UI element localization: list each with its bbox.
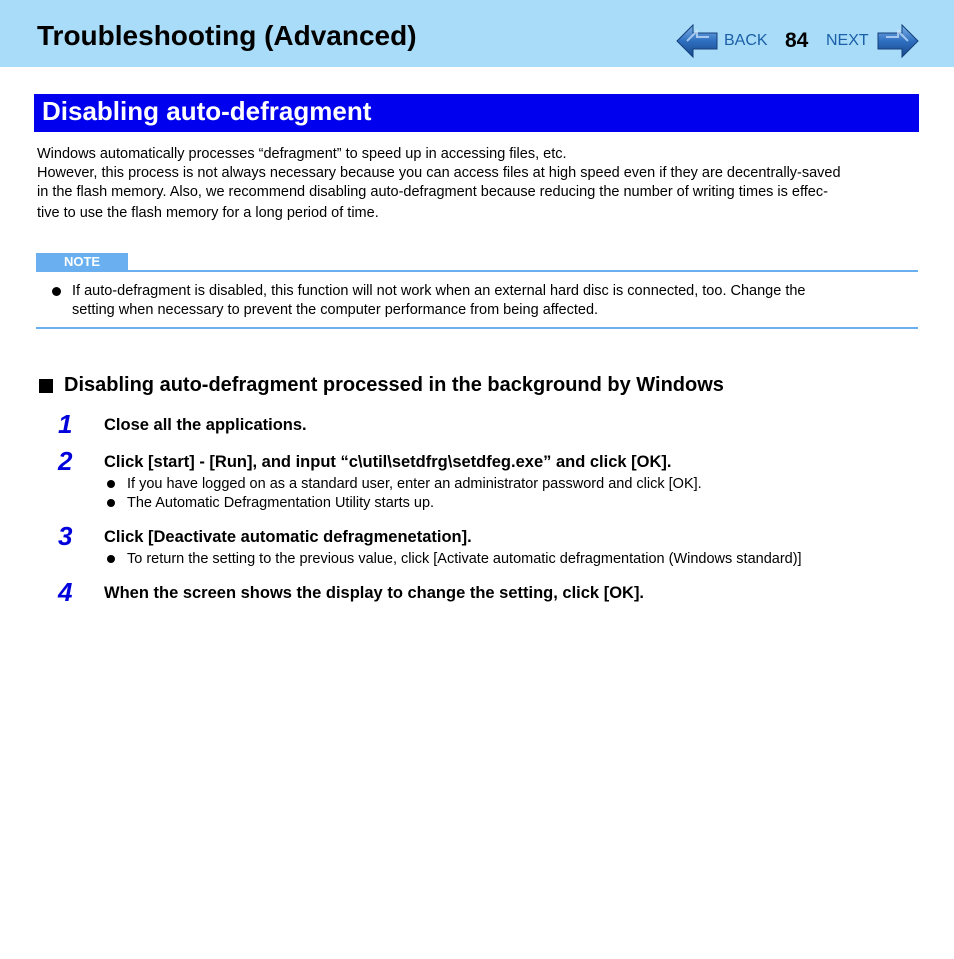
note-body: [72, 282, 902, 320]
note-line: If auto-defragment is disabled, this function will not work when an external hard disc is connected, too. Change the: [72, 283, 806, 299]
step-text: Click [start] - [Run], and input “c\util\setdfrg\setdfeg.exe” and click [OK].: [104, 453, 672, 471]
intro-line: tive to use the flash memory for a long period of time.: [37, 205, 379, 221]
section-banner: [34, 94, 919, 132]
step-text: Close all the applications.: [104, 416, 307, 434]
page-number: 84: [785, 29, 809, 52]
intro-line: Windows automatically processes “defragment” to speed up in accessing files, etc.: [37, 146, 567, 162]
note-label: NOTE: [36, 253, 128, 271]
step-number: 2: [58, 446, 73, 476]
step-number: 4: [58, 577, 73, 607]
back-arrow-icon[interactable]: [675, 22, 719, 60]
step-bullet: To return the setting to the previous value, click [Activate automatic defragmentation (Windows standard)]: [127, 551, 802, 567]
next-link[interactable]: NEXT: [826, 32, 869, 49]
step-text: When the screen shows the display to change the setting, click [OK].: [104, 584, 645, 602]
step-number: 1: [58, 409, 73, 439]
step-number: 3: [58, 521, 73, 551]
bullet-icon: [52, 287, 61, 296]
note-divider-bottom: [36, 327, 918, 329]
note-divider-top: [36, 270, 918, 272]
intro-line: in the flash memory. Also, we recommend disabling auto-defragment because reducing the number of writing times is effec-: [37, 184, 828, 200]
step-bullet: The Automatic Defragmentation Utility starts up.: [127, 495, 435, 511]
intro-line: However, this process is not always necessary because you can access files at high speed even if they are decentrally-saved: [37, 165, 841, 181]
bullet-icon: [107, 499, 115, 507]
back-link[interactable]: BACK: [724, 32, 768, 49]
square-bullet-icon: [39, 379, 53, 393]
note-line: setting when necessary to prevent the computer performance from being affected.: [72, 302, 599, 318]
section-title: Disabling auto-defragment: [42, 96, 372, 126]
intro-paragraph: [37, 145, 917, 223]
next-arrow-icon[interactable]: [876, 22, 920, 60]
page-title: Troubleshooting (Advanced): [37, 20, 417, 51]
bullet-icon: [107, 480, 115, 488]
bullet-icon: [107, 555, 115, 563]
step-bullet: If you have logged on as a standard user, enter an administrator password and click [OK].: [127, 476, 702, 492]
step-text: Click [Deactivate automatic defragmenetation].: [104, 528, 472, 546]
procedure-heading: Disabling auto-defragment processed in the background by Windows: [64, 374, 724, 396]
